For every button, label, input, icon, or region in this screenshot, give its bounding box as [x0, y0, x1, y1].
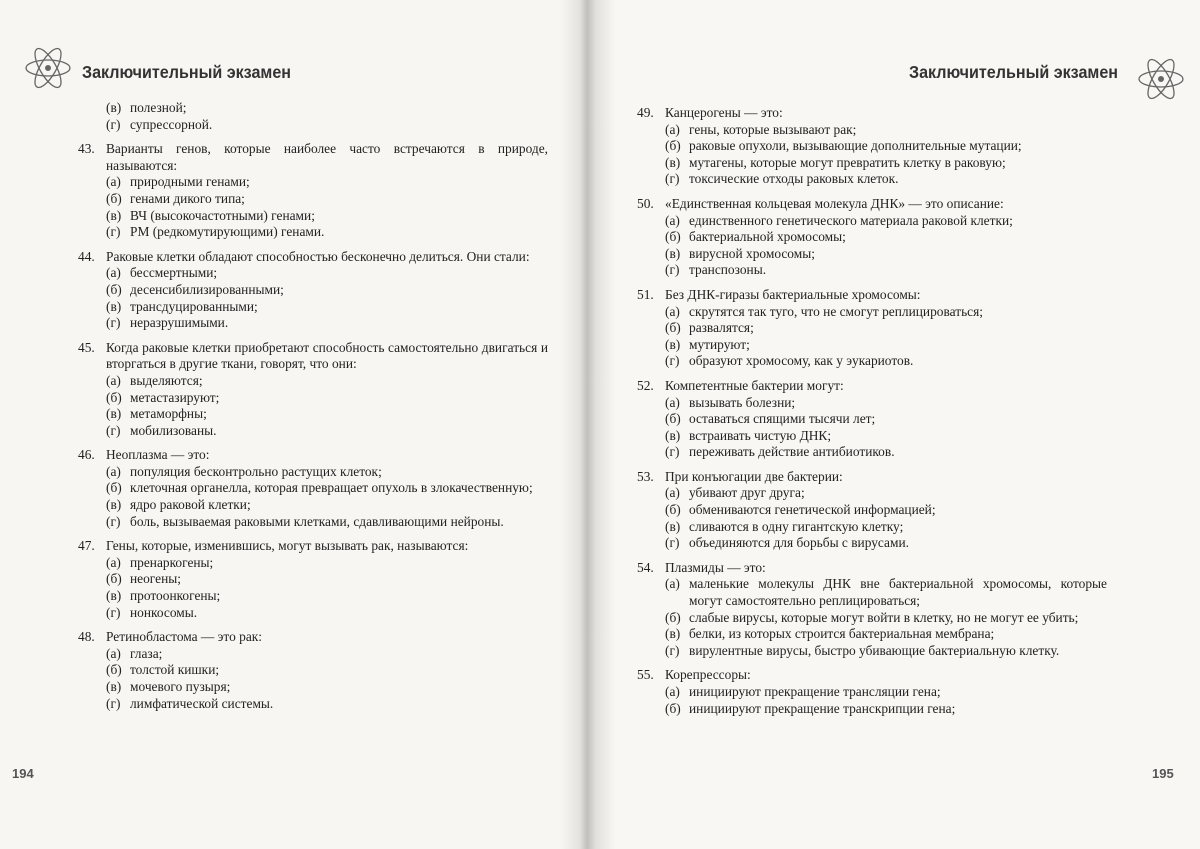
option: (в) мутируют;: [665, 336, 750, 352]
option: (б) бактериальной хромосомы;: [665, 229, 846, 245]
option: (а) единственного генетического материала раковой клетки;: [665, 212, 1013, 228]
question-text: Канцерогены — это:: [665, 105, 783, 120]
question-45: [78, 340, 548, 440]
option: (б) оставаться спящими тысячи лет;: [665, 411, 876, 427]
question-number: 55.: [637, 667, 654, 683]
option: (в) полезной;: [106, 100, 187, 115]
option: (в) мутагены, которые могут превратить клетку в раковую;: [665, 154, 1006, 170]
question-46: [78, 447, 548, 530]
atom-icon: [22, 42, 74, 94]
question-text: Без ДНК-гиразы бактериальные хромосомы:: [665, 286, 921, 302]
question-text: Раковые клетки обладают способностью бесконечно делиться. Они стали:: [106, 248, 530, 264]
option: (а) убивают друг друга;: [665, 485, 805, 501]
option: (г) неразрушимыми.: [106, 315, 229, 331]
option: (б) раковые опухоли, вызывающие дополнительные мутации;: [665, 138, 1022, 154]
option: (в) ВЧ (высокочастотными) генами;: [106, 207, 315, 223]
right-page: [587, 0, 1200, 849]
option: (г) вирулентные вирусы, быстро убивающие бактериальную клетку.: [665, 642, 1060, 658]
option: (б) слабые вирусы, которые могут войти в клетку, но не могут ее убить;: [665, 609, 1079, 625]
option: (б) толстой кишки;: [106, 662, 220, 678]
option: (г) РМ (редкомутирующими) генами.: [106, 224, 325, 240]
option: (г) объединяются для борьбы с вирусами.: [665, 535, 909, 551]
question-44: [78, 249, 548, 332]
option: (в) протоонкогены;: [106, 588, 221, 604]
question-text: Когда раковые клетки приобретают способность самостоятельно двигаться и вторгаться в другие ткани, говорят, что они:: [106, 339, 548, 372]
option: (г) боль, вызываемая раковыми клетками, сдавливающими нейроны.: [106, 513, 504, 529]
option: (в) трансдуцированными;: [106, 298, 258, 314]
option: (г) мобилизованы.: [106, 422, 217, 438]
left-page: [0, 0, 587, 849]
option: (а) популяция бесконтрольно растущих клеток;: [106, 463, 382, 479]
book-gutter-shadow: [560, 0, 615, 849]
option: (г) переживать действие антибиотиков.: [665, 444, 895, 460]
option: (г) супрессорной.: [106, 116, 213, 132]
option: (а) скрутятся так туго, что не смогут реплицироваться;: [665, 303, 984, 319]
left-page-content: [78, 100, 548, 720]
option: (б) клеточная органелла, которая превращает опухоль в злокачественную;: [106, 480, 533, 496]
page-header-title: Заключительный экзамен: [909, 62, 1118, 82]
page-number: 194: [12, 766, 34, 781]
question-43: [78, 141, 548, 241]
question-49: [637, 105, 1107, 188]
question-text: При конъюгации две бактерии:: [665, 468, 843, 484]
right-page-content: [637, 105, 1107, 725]
question-55: [637, 667, 1107, 717]
question-number: 44.: [78, 248, 95, 264]
question-text: «Единственная кольцевая молекула ДНК» — это описание:: [665, 195, 1004, 211]
option: (а) вызывать болезни;: [665, 394, 796, 410]
question-text: Компетентные бактерии могут:: [665, 377, 844, 393]
question-text: Гены, которые, изменившись, могут вызывать рак, называются:: [106, 538, 469, 554]
question-number: 49.: [637, 105, 654, 120]
option: (г) нонкосомы.: [106, 604, 198, 620]
option: (в) белки, из которых строится бактериальная мембрана;: [665, 626, 995, 642]
question-number: 51.: [637, 286, 654, 302]
page-number: 195: [1152, 766, 1174, 781]
question-number: 53.: [637, 468, 654, 484]
option: (б) генами дикого типа;: [106, 190, 245, 206]
option: (б) инициируют прекращение транскрипции гена;: [665, 700, 956, 716]
option: (б) метастазируют;: [106, 389, 220, 405]
option: (а) гены, которые вызывают рак;: [665, 121, 857, 137]
question-48: [78, 629, 548, 712]
option: (в) мочевого пузыря;: [106, 679, 231, 694]
option: (г) токсические отходы раковых клеток.: [665, 171, 899, 187]
option: (б) неогены;: [106, 571, 181, 587]
option: (в) ядро раковой клетки;: [106, 497, 251, 513]
question-text: Ретинобластома — это рак:: [106, 629, 262, 645]
option: (г) транспозоны.: [665, 262, 767, 278]
option: (в) вирусной хромосомы;: [665, 245, 815, 261]
question-number: 47.: [78, 538, 95, 554]
option: (в) встраивать чистую ДНК;: [665, 427, 832, 443]
question-number: 50.: [637, 195, 654, 211]
question-text: Корепрессоры:: [665, 667, 751, 683]
question-51: [637, 287, 1107, 370]
question-number: 48.: [78, 629, 95, 645]
option: (г) образуют хромосому, как у эукариотов.: [665, 353, 914, 369]
option: (б) развалятся;: [665, 320, 754, 336]
question-text: Варианты генов, которые наиболее часто встречаются в природе, называются:: [106, 141, 548, 173]
option: (б) обмениваются генетической информацией;: [665, 502, 936, 518]
option: (а) инициируют прекращение трансляции гена;: [665, 684, 941, 699]
question-number: 54.: [637, 559, 654, 575]
continued-options: [106, 100, 548, 133]
option: (а) выделяются;: [106, 372, 203, 388]
question-number: 46.: [78, 447, 95, 463]
option: (а) глаза;: [106, 645, 163, 661]
question-54: [637, 560, 1107, 660]
atom-icon: [1135, 53, 1187, 105]
question-number: 45.: [78, 339, 95, 355]
question-number: 43.: [78, 141, 95, 157]
question-text: Неоплазма — это:: [106, 447, 210, 463]
option: (в) метаморфны;: [106, 406, 207, 422]
option: (г) лимфатической системы.: [106, 695, 274, 711]
question-text: Плазмиды — это:: [665, 559, 766, 575]
option: (а) природными генами;: [106, 174, 250, 190]
question-number: 52.: [637, 377, 654, 393]
question-53: [637, 469, 1107, 552]
option: (в) сливаются в одну гигантскую клетку;: [665, 518, 904, 534]
option: (б) десенсибилизированными;: [106, 281, 284, 297]
question-52: [637, 378, 1107, 461]
page-header-title: Заключительный экзамен: [82, 62, 291, 82]
option: (а) пренаркогены;: [106, 554, 214, 570]
option: (а) маленькие молекулы ДНК вне бактериальной хромосомы, которые могут самостоятельно реплицироваться;: [665, 576, 1107, 609]
option: (а) бессмертными;: [106, 265, 218, 281]
question-50: [637, 196, 1107, 279]
question-47: [78, 538, 548, 621]
